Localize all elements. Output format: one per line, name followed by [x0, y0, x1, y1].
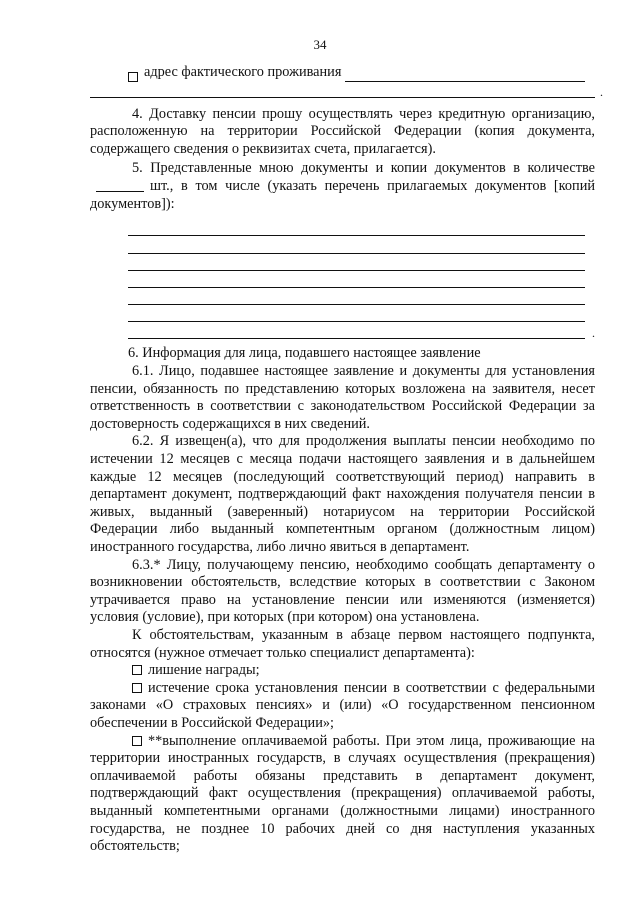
item-5-text-a: 5. Представленные мною документы и копии документов в количестве [132, 160, 595, 177]
documents-list-line[interactable] [128, 254, 585, 271]
circumstances-intro: К обстоятельствам, указанным в абзаце первом настоящего подпункта, относятся (нужное отмечает только специалист департамента): [90, 626, 595, 661]
documents-list-line[interactable] [128, 236, 585, 253]
item-6-1: 6.1. Лицо, подавшее настоящее заявление и документы для установления пенсии, обязанность по представлению которых возложена на заявителя, несет ответственность в соответствии с законодательством Российской Федерации за достоверность содержащихся в них сведений. [90, 363, 595, 432]
option-checkbox[interactable] [132, 683, 142, 693]
item-6-2: 6.2. Я извещен(а), что для продолжения выплаты пенсии необходимо по истечении 12 месяцев с месяца подачи настоящего заявления и в дальнейшем каждые 12 месяцев (последующий соответствующий период) направить в департамент документ, подтверждающий факт нахождения получателя пенсии в живых, выданный (заверенный) нотариусом на территории Российской Федерации либо выданный компетентным органом (должностным лицом) иностранного государства, либо лично явиться в департамент. [90, 433, 595, 555]
documents-list-line[interactable] [128, 305, 585, 322]
item-5 [90, 160, 595, 213]
option-row [90, 733, 595, 856]
documents-list-end: . [592, 326, 595, 341]
documents-list-line[interactable] [128, 322, 595, 341]
documents-list-line[interactable] [128, 219, 585, 236]
item-4: 4. Доставку пенсии прошу осуществлять через кредитную организацию, расположенную на территории Российской Федерации (копия документа, содержащего сведения о реквизитах счета, прилагается). [90, 105, 595, 157]
option-row [90, 662, 595, 680]
option-label: лишение награды; [148, 662, 260, 679]
option-checkbox[interactable] [132, 665, 142, 675]
item-6-3: 6.3.* Лицу, получающему пенсию, необходимо сообщать департаменту о возникновении обстоятельств, вследствие которых в соответствии с Законом утрачивается право на установление пенсии или изменяются (изменяется) условия (условие), при которых (при котором) она установлена. [90, 556, 595, 626]
address-checkbox[interactable] [128, 72, 138, 82]
option-checkbox[interactable] [132, 736, 142, 746]
option-label: **выполнение оплачиваемой работы. При этом лица, проживающие на территории иностранных государств, в случаях осуществления (прекращения) оплачиваемой работы обязаны представить в департамент документ, подтверждающий факт осуществления (прекращения) оплачиваемой работы, выданный компетентными органами (должностными лицами) иностранного государства, не позднее 10 рабочих дней со дня наступления указанных обстоятельств; [90, 732, 595, 855]
address-row [90, 64, 595, 82]
option-label: истечение срока установления пенсии в соответствии с федеральными законами «О страховых пенсиях» и (или) «О государственном пенсионном обеспечении в Российской Федерации»; [90, 679, 595, 731]
item-5-text-b: шт., в том числе (указать перечень прилагаемых документов [копий документов]): [90, 177, 595, 212]
item-6-title: 6. Информация для лица, подавшего настоящее заявление [128, 345, 481, 362]
address-label: адрес фактического проживания [144, 64, 342, 80]
documents-list-line[interactable] [128, 288, 585, 305]
page-number: 34 [313, 37, 327, 52]
option-row [90, 680, 595, 733]
address-fill-line[interactable] [345, 68, 585, 82]
document-body [90, 64, 603, 856]
address-line-end: . [600, 84, 603, 99]
documents-list-lines [128, 219, 595, 341]
documents-count-field[interactable] [96, 179, 144, 192]
documents-list-line[interactable] [128, 271, 585, 288]
address-fill-line-2[interactable] [90, 82, 603, 99]
